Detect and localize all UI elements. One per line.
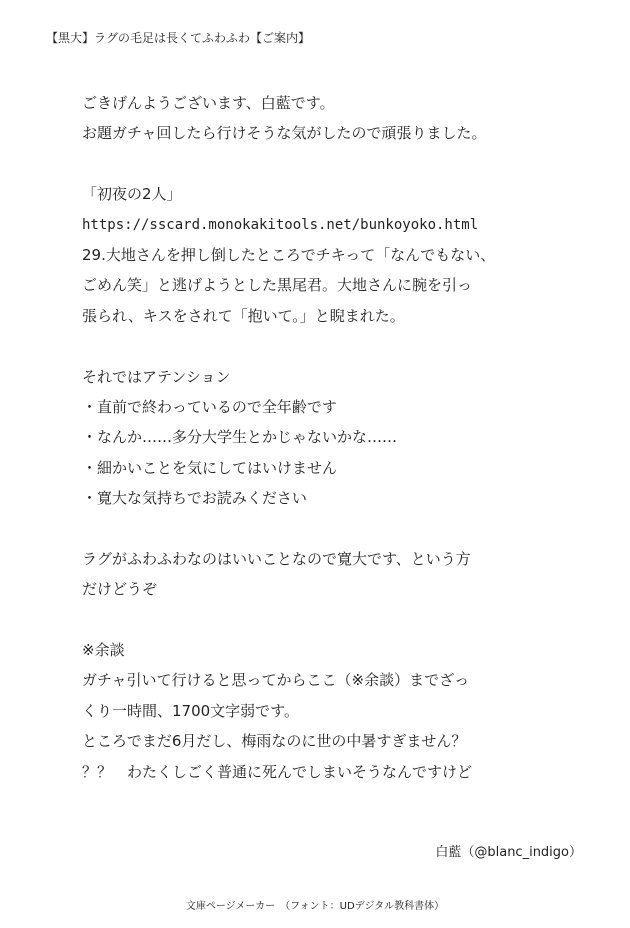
body-line: ガチャ引いて行けると思ってからここ（※余談）までざっ — [82, 671, 470, 690]
body-line: くり一時間、1700文字弱です。 — [82, 701, 299, 720]
attention-item: ・細かいことを気にしてはいけません — [82, 458, 338, 477]
body-line: 「初夜の2人」 — [82, 185, 182, 204]
body-line: 29.大地さんを押し倒したところでチキって「なんでもない、 — [82, 245, 496, 264]
blank-line — [82, 331, 582, 361]
prompt-url: https://sscard.monokakitools.net/bunkoyoko.html — [82, 216, 479, 233]
body-line: ？？ わたくしごく普通に死んでしまいそうなんですけど — [82, 762, 473, 781]
blank-line — [82, 149, 582, 179]
blank-line — [82, 605, 582, 635]
body-text — [82, 88, 582, 787]
body-line: 張られ、キスをされて「抱いて。」と睨まれた。 — [82, 306, 405, 325]
body-line: お題ガチャ回したら行けそうな気がしたので頑張りました。 — [82, 124, 487, 143]
body-line: ごめん笑」と逃げようとした黒尾君。大地さんに腕を引っ — [82, 276, 473, 295]
attention-item: ・なんか……多分大学生とかじゃないかな…… — [82, 428, 398, 447]
attention-item: ・寛大な気持ちでお読みください — [82, 489, 307, 508]
body-line: ※余談 — [82, 641, 125, 660]
body-line: ごきげんようございます、白藍です。 — [82, 94, 335, 112]
body-line: それではアテンション — [82, 367, 231, 386]
footer-credit: 文庫ページメーカー （フォント：UDデジタル教科書体） — [185, 901, 445, 912]
body-line: ところでまだ6月だし、梅雨なのに世の中暑すぎません？ — [82, 732, 467, 751]
body-line: だけどうぞ — [82, 580, 158, 599]
author-signature: 白藍（@blanc_indigo） — [435, 845, 582, 860]
attention-item: ・直前で終わっているので全年齢です — [82, 397, 337, 416]
page-title: 【黒大】ラグの毛足は長くてふわふわ【ご案内】 — [46, 31, 311, 45]
body-line: ラグがふわふわなのはいいことなので寛大です、という方 — [82, 549, 471, 568]
blank-line — [82, 513, 582, 543]
